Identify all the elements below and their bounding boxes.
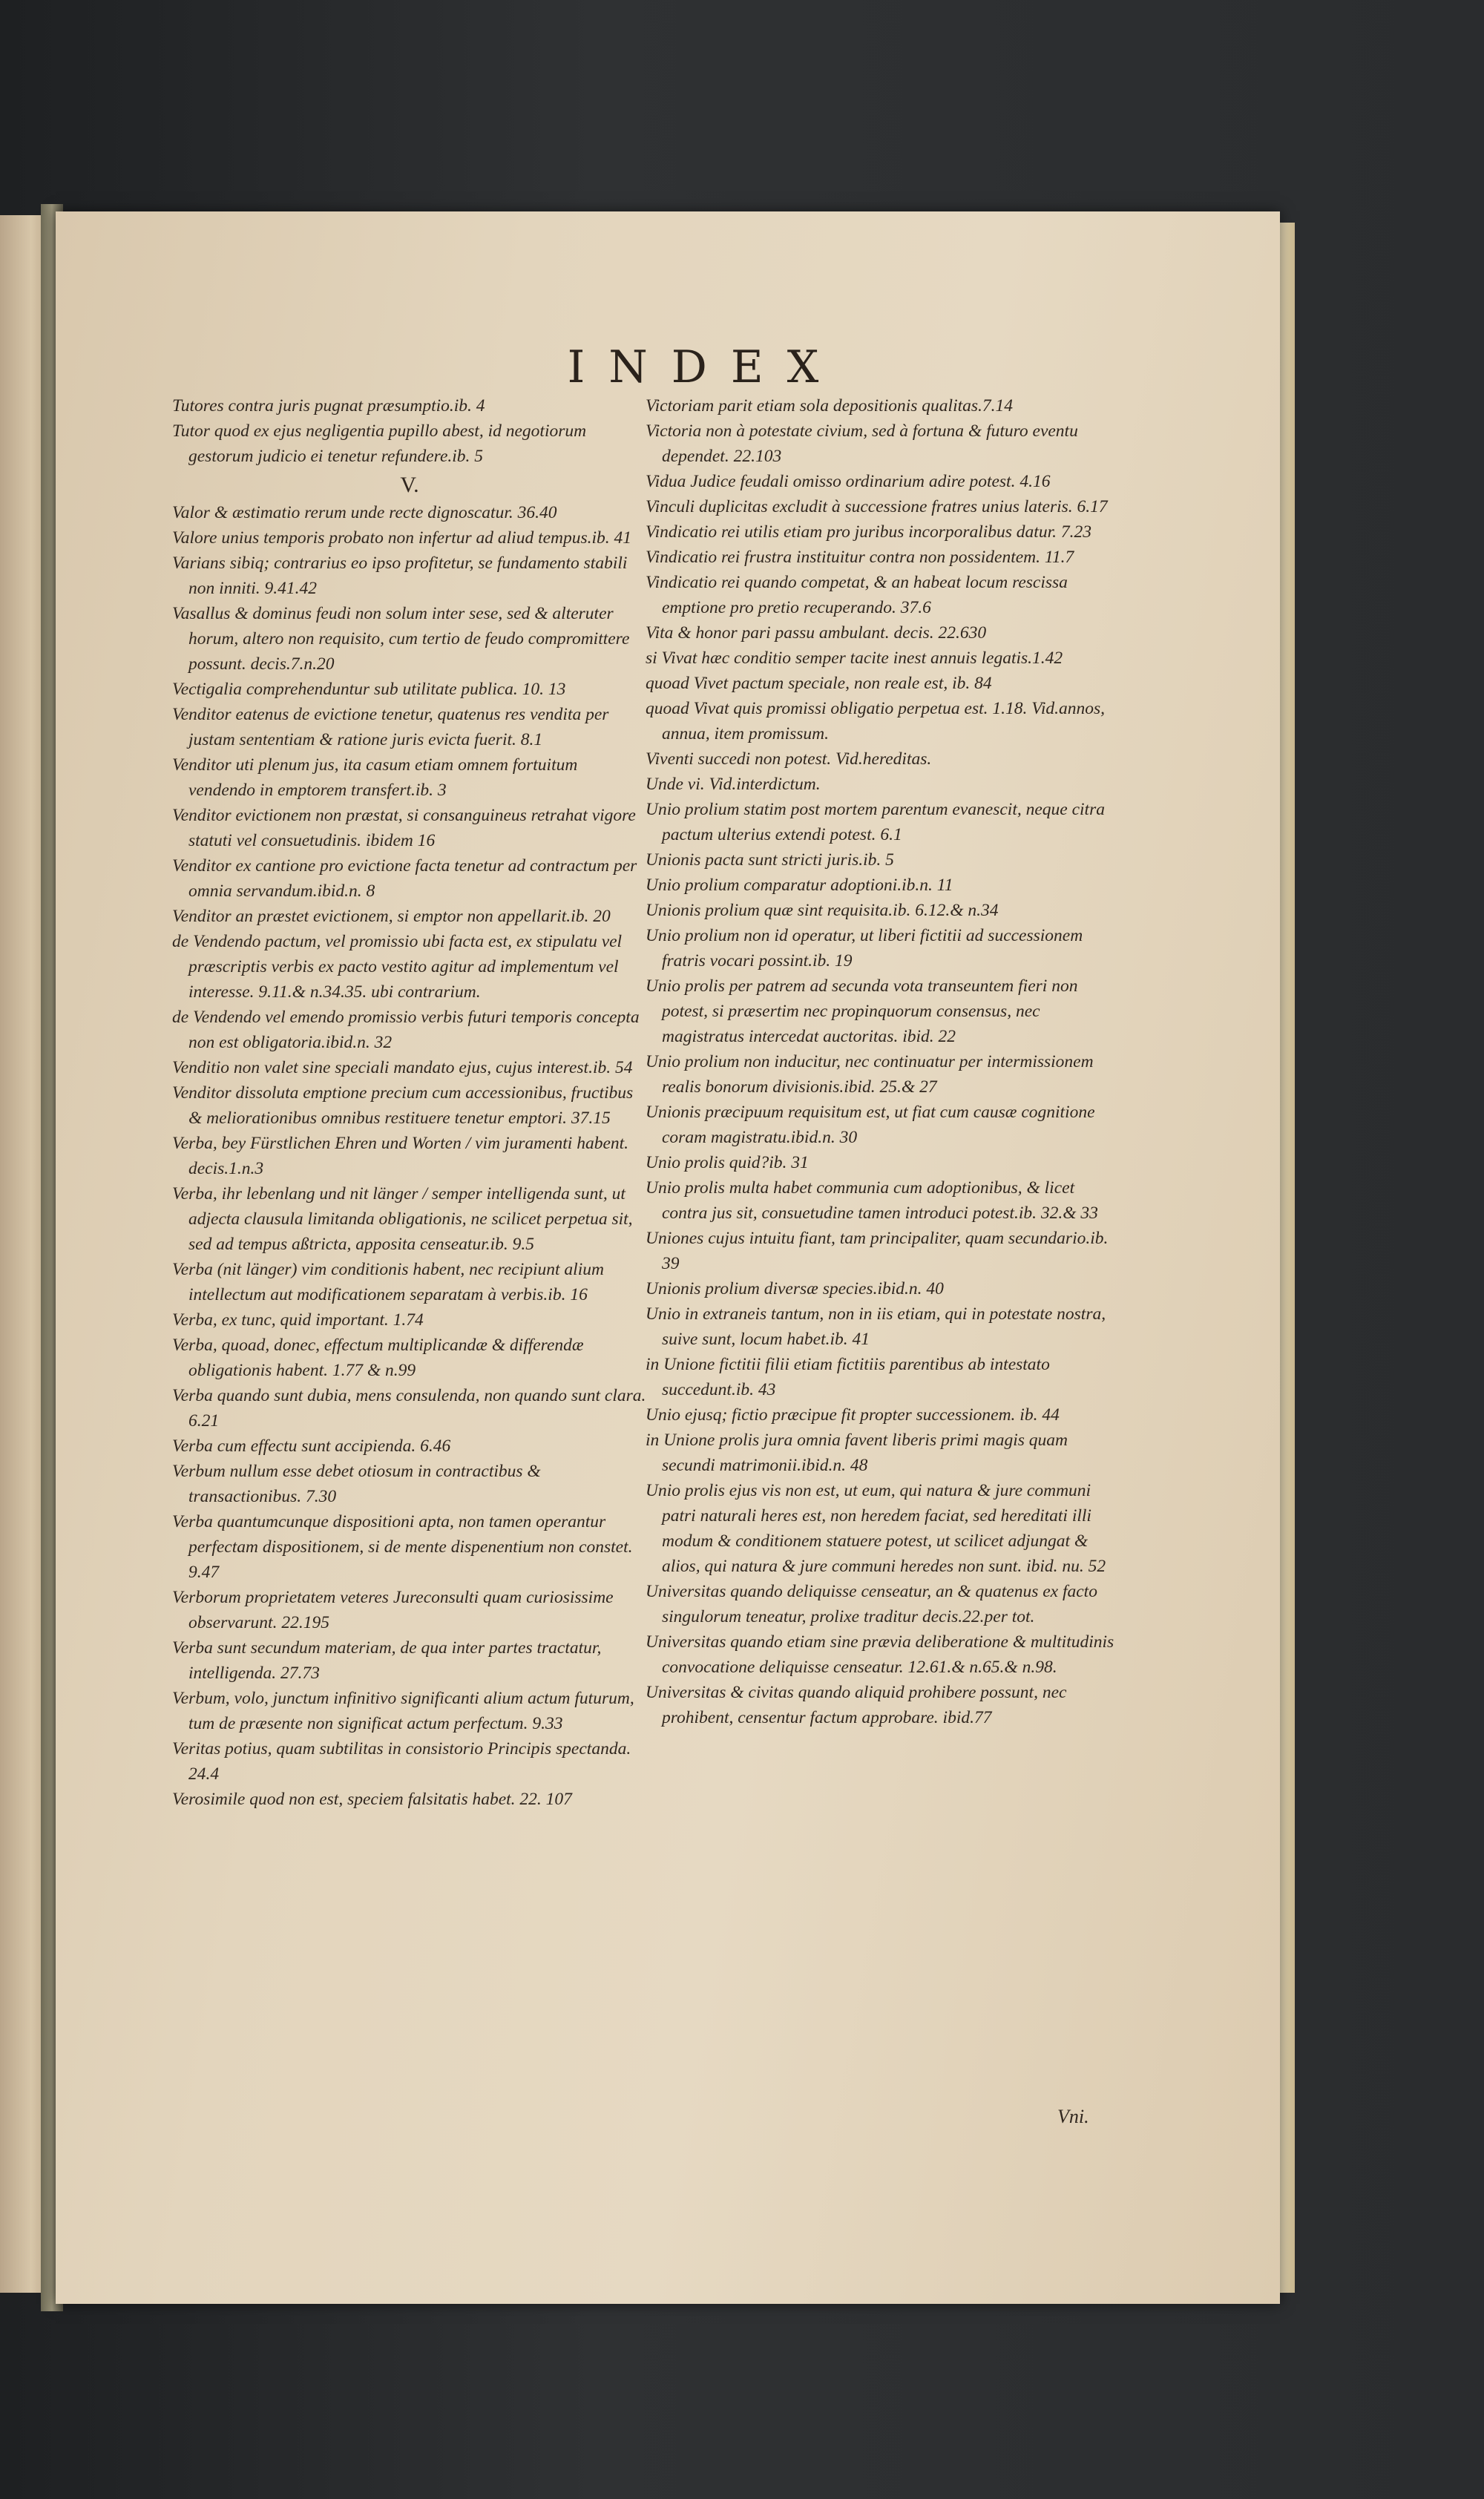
- index-entry: Unio ejusq; fictio præcipue fit propter successionem. ib. 44: [646, 1405, 1060, 1425]
- index-entry: Verba (nit länger) vim conditionis habent, nec recipiunt alium intellectum aut modificationem separatam à verbis.ib. 16: [172, 1260, 604, 1304]
- index-entry: Universitas & civitas quando aliquid prohibere possunt, nec prohibent, censentur factum approbare. ibid.77: [646, 1683, 1067, 1727]
- index-entry: Valor & æstimatio rerum unde recte dignoscatur. 36.40: [172, 503, 557, 522]
- index-entry: Vasallus & dominus feudi non solum inter sese, sed & alteruter horum, altero non requisito, cum tertio de feudo compromittere possunt. decis.7.n.20: [172, 604, 630, 674]
- index-entry: Unio prolium non inducitur, nec continuatur per intermissionem realis bonorum divisionis.ibid. 25.& 27: [646, 1052, 1094, 1097]
- index-entry: Unio prolis multa habet communia cum adoptionibus, & licet contra jus sit, consuetudine tamen introduci potest.ib. 32.& 33: [646, 1178, 1098, 1223]
- index-entry: Vidua Judice feudali omisso ordinarium adire potest. 4.16: [646, 472, 1051, 491]
- index-entry: Verba quantumcunque dispositioni apta, non tamen operantur perfectam dispositionem, si de mente dispenentium non constet. 9.47: [172, 1512, 633, 1582]
- index-entry: Vindicatio rei frustra instituitur contra non possidentem. 11.7: [646, 548, 1074, 567]
- index-entry: Veritas potius, quam subtilitas in consistorio Principis spectanda. 24.4: [172, 1739, 631, 1784]
- index-entry: Victoriam parit etiam sola depositionis qualitas.7.14: [646, 396, 1014, 416]
- index-entry: Venditor dissoluta emptione precium cum accessionibus, fructibus & meliorationibus omnibus restituere tenetur emptori. 37.15: [172, 1083, 634, 1128]
- index-entry: Vindicatio rei utilis etiam pro juribus incorporalibus datur. 7.23: [646, 522, 1092, 542]
- left-column: [172, 393, 647, 1812]
- index-entry: Unionis pacta sunt stricti juris.ib. 5: [646, 850, 894, 870]
- index-entry: Universitas quando deliquisse censeatur, an & quatenus ex facto singulorum teneatur, prolixe traditur decis.22.per tot.: [646, 1582, 1097, 1626]
- index-entry: Valore unius temporis probato non infertur ad aliud tempus.ib. 41: [172, 528, 632, 548]
- index-entry: Victoria non à potestate civium, sed à fortuna & futuro eventu dependet. 22.103: [646, 421, 1078, 466]
- index-entry: Unionis prolium quæ sint requisita.ib. 6.12.& n.34: [646, 901, 999, 920]
- index-entry: quoad Vivet pactum speciale, non reale est, ib. 84: [646, 674, 992, 693]
- section-letter: V.: [400, 473, 419, 497]
- index-entry: Verba, quoad, donec, effectum multiplicandæ & differendæ obligationis habent. 1.77 & n.99: [172, 1336, 584, 1380]
- index-entry: Verba, ihr lebenlang und nit länger / semper intelligenda sunt, ut adjecta clausula limitanda obligationis, ne scilicet perpetua sit, sed ad tempus aßtricta, apposita censeatur.ib. 9.5: [172, 1184, 633, 1254]
- catchword: Vni.: [1057, 2106, 1089, 2127]
- index-entry: Unio prolium statim post mortem parentum evanescit, neque citra pactum ulterius extendi potest. 6.1: [646, 800, 1105, 844]
- index-entry: Verba, bey Fürstlichen Ehren und Worten / vim juramenti habent. decis.1.n.3: [172, 1134, 629, 1178]
- index-entry: Venditor ex cantione pro evictione facta tenetur ad contractum per omnia servandum.ibid.n. 8: [172, 856, 637, 901]
- index-entry: Varians sibiq; contrarius eo ipso profitetur, se fundamento stabili non inniti. 9.41.42: [172, 554, 628, 598]
- index-entry: Venditor uti plenum jus, ita casum etiam omnem fortuitum vendendo in emptorem transfert.ib. 3: [172, 755, 578, 800]
- index-entry: Vita & honor pari passu ambulant. decis. 22.630: [646, 623, 987, 643]
- index-entry: in Unione fictitii filii etiam fictitiis parentibus ab intestato succedunt.ib. 43: [646, 1355, 1050, 1399]
- index-entry: Unio prolis ejus vis non est, ut eum, qui natura & jure communi patri naturali heres est, non heredem faciat, sed hereditati illi modum & conditionem statuere potest, ut scilicet adjungat & alios, qui natura & jure communi heredes non sunt. ibid. nu. 52: [646, 1481, 1106, 1576]
- index-entry: Verbum, volo, junctum infinitivo significanti alium actum futurum, tum de præsente non significat actum perfectum. 9.33: [172, 1689, 634, 1733]
- index-entry: Uniones cujus intuitu fiant, tam principaliter, quam secundario.ib. 39: [646, 1229, 1109, 1273]
- index-entry: de Vendendo vel emendo promissio verbis futuri temporis concepta non est obligatoria.ibid.n. 32: [172, 1008, 640, 1052]
- page-header: INDEX: [567, 341, 843, 393]
- index-entry: Venditor eatenus de evictione tenetur, quatenus res vendita per justam sententiam & ratione juris evicta fuerit. 8.1: [172, 705, 609, 749]
- index-entry: Verborum proprietatem veteres Jureconsulti quam curiosissime observarunt. 22.195: [172, 1588, 614, 1632]
- index-entry: Vinculi duplicitas excludit à successione fratres unius lateris. 6.17: [646, 497, 1108, 516]
- index-entry: Unionis præcipuum requisitum est, ut fiat cum causæ cognitione coram magistratu.ibid.n. 30: [646, 1103, 1095, 1147]
- index-entry: si Vivat hæc conditio semper tacite inest annuis legatis.1.42: [646, 648, 1063, 668]
- index-entry: Unio prolis per patrem ad secunda vota transeuntem fieri non potest, si præsertim nec propinquorum consensus, nec magistratus intercedat auctoritas. ibid. 22: [646, 976, 1078, 1046]
- index-entry: Verba, ex tunc, quid important. 1.74: [172, 1310, 424, 1330]
- index-entry: Viventi succedi non potest. Vid.hereditas.: [646, 749, 932, 769]
- index-entry: Verba cum effectu sunt accipienda. 6.46: [172, 1436, 451, 1456]
- index-entry: Venditor evictionem non præstat, si consanguineus retrahat vigore statuti vel consuetudinis. ibidem 16: [172, 806, 636, 850]
- index-entry: Universitas quando etiam sine prævia deliberatione & multitudinis convocatione deliquisse censeatur. 12.61.& n.65.& n.98.: [646, 1632, 1114, 1677]
- index-entry: Unionis prolium diversæ species.ibid.n. 40: [646, 1279, 944, 1298]
- index-entry: Vectigalia comprehenduntur sub utilitate publica. 10. 13: [172, 680, 566, 699]
- index-entry: Verosimile quod non est, speciem falsitatis habet. 22. 107: [172, 1790, 572, 1809]
- index-entry: Verbum nullum esse debet otiosum in contractibus & transactionibus. 7.30: [172, 1462, 541, 1506]
- index-entry: quoad Vivat quis promissi obligatio perpetua est. 1.18. Vid.annos, annua, item promissum.: [646, 699, 1106, 743]
- index-entry: Unio prolis quid?ib. 31: [646, 1153, 809, 1172]
- right-column: [646, 393, 1120, 1730]
- index-entry: Vindicatio rei quando competat, & an habeat locum rescissa emptione pro pretio recuperando. 37.6: [646, 573, 1068, 617]
- index-entry: de Vendendo pactum, vel promissio ubi facta est, ex stipulatu vel præscriptis verbis ex pacto vestito agitur ad implementum vel interesse. 9.11.& n.34.35. ubi contrarium.: [172, 932, 623, 1002]
- index-entry: in Unione prolis jura omnia favent liberis primi magis quam secundi matrimonii.ibid.n. 48: [646, 1431, 1068, 1475]
- index-entry: Verba sunt secundum materiam, de qua inter partes tractatur, intelligenda. 27.73: [172, 1638, 602, 1683]
- index-entry: Unio in extraneis tantum, non in iis etiam, qui in potestate nostra, suive sunt, locum habet.ib. 41: [646, 1304, 1106, 1349]
- index-entry: Verba quando sunt dubia, mens consulenda, non quando sunt clara. 6.21: [172, 1386, 646, 1431]
- index-entry: Unde vi. Vid.interdictum.: [646, 775, 821, 794]
- index-entry: Unio prolium non id operatur, ut liberi fictitii ad successionem fratris vocari possint.ib. 19: [646, 926, 1083, 971]
- index-entry: Tutor quod ex ejus negligentia pupillo abest, id negotiorum gestorum judicio ei tenetur refundere.ib. 5: [172, 421, 587, 466]
- index-entry: Tutores contra juris pugnat præsumptio.ib. 4: [172, 396, 485, 416]
- index-entry: Venditor an præstet evictionem, si emptor non appellarit.ib. 20: [172, 907, 611, 926]
- index-entry: Unio prolium comparatur adoptioni.ib.n. 11: [646, 876, 953, 895]
- index-entry: Venditio non valet sine speciali mandato ejus, cujus interest.ib. 54: [172, 1058, 633, 1077]
